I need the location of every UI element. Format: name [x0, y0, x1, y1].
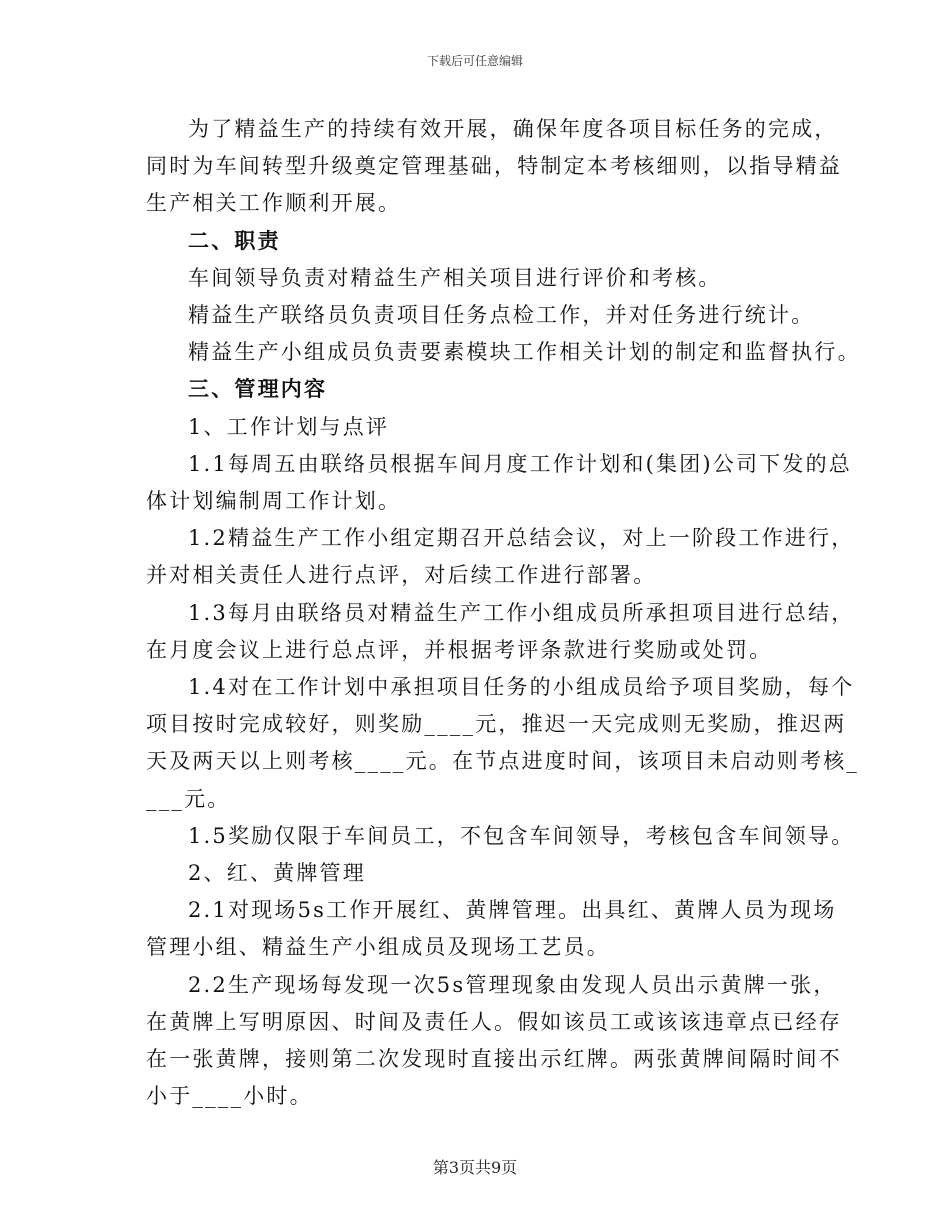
paragraph-line: 2.1对现场5s工作开展红、黄牌管理。出具红、黄牌人员为现场 — [188, 898, 837, 922]
paragraph-line: 在月度会议上进行总点评，并根据考评条款进行奖励或处罚。 — [146, 638, 773, 662]
paragraph-line: 项目按时完成较好，则奖励____元，推迟一天完成则无奖励，推迟两 — [146, 712, 847, 736]
paragraph-line: 精益生产小组成员负责要素模块工作相关计划的制定和监督执行。 — [188, 340, 861, 364]
paragraph-line: 体计划编制周工作计划。 — [146, 489, 402, 513]
subsection-heading: 2、红、黄牌管理 — [188, 861, 366, 885]
paragraph-line: 在黄牌上写明原因、时间及责任人。假如该员工或该该违章点已经存 — [146, 1010, 842, 1034]
paragraph-line: 在一张黄牌，接则第二次发现时直接出示红牌。两张黄牌间隔时间不 — [146, 1047, 842, 1071]
paragraph-line: 车间领导负责对精益生产相关项目进行评价和考核。 — [188, 266, 722, 290]
paragraph-line: 小于____小时。 — [146, 1084, 313, 1108]
paragraph-line: 生产相关工作顺利开展。 — [146, 191, 402, 215]
paragraph-line: 1.4对在工作计划中承担项目任务的小组成员给予项目奖励，每个 — [188, 675, 855, 699]
paragraph-line: 精益生产联络员负责项目任务点检工作，并对任务进行统计。 — [188, 303, 815, 327]
paragraph-line: 并对相关责任人进行点评，对后续工作进行部署。 — [146, 563, 657, 587]
paragraph-line: 1.1每周五由联络员根据车间月度工作计划和(集团)公司下发的总 — [188, 452, 852, 476]
paragraph-line: 2.2生产现场每发现一次5s管理现象由发现人员出示黄牌一张， — [188, 973, 837, 997]
page-number: 第3页共9页 — [432, 1158, 518, 1177]
paragraph-line: ___元。 — [146, 787, 231, 811]
paragraph-line: 1.2精益生产工作小组定期召开总结会议，对上一阶段工作进行， — [188, 526, 855, 550]
paragraph-line: 1.5奖励仅限于车间员工，不包含车间领导，考核包含车间领导。 — [188, 824, 855, 848]
paragraph-line: 同时为车间转型升级奠定管理基础，特制定本考核细则，以指导精益 — [146, 154, 842, 178]
subsection-heading: 1、工作计划与点评 — [188, 415, 390, 439]
paragraph-line: 1.3每月由联络员对精益生产工作小组成员所承担项目进行总结， — [188, 601, 855, 625]
section-heading: 三、管理内容 — [188, 376, 328, 401]
paragraph-line: 天及两天以上则考核____元。在节点进度时间，该项目未启动则考核_ — [146, 749, 860, 773]
paragraph-line: 为了精益生产的持续有效开展，确保年度各项目标任务的完成， — [188, 117, 838, 141]
section-heading: 二、职责 — [188, 228, 281, 253]
page-header: 下载后可任意编辑 — [426, 54, 523, 68]
paragraph-line: 管理小组、精益生产小组成员及现场工艺员。 — [146, 935, 610, 959]
